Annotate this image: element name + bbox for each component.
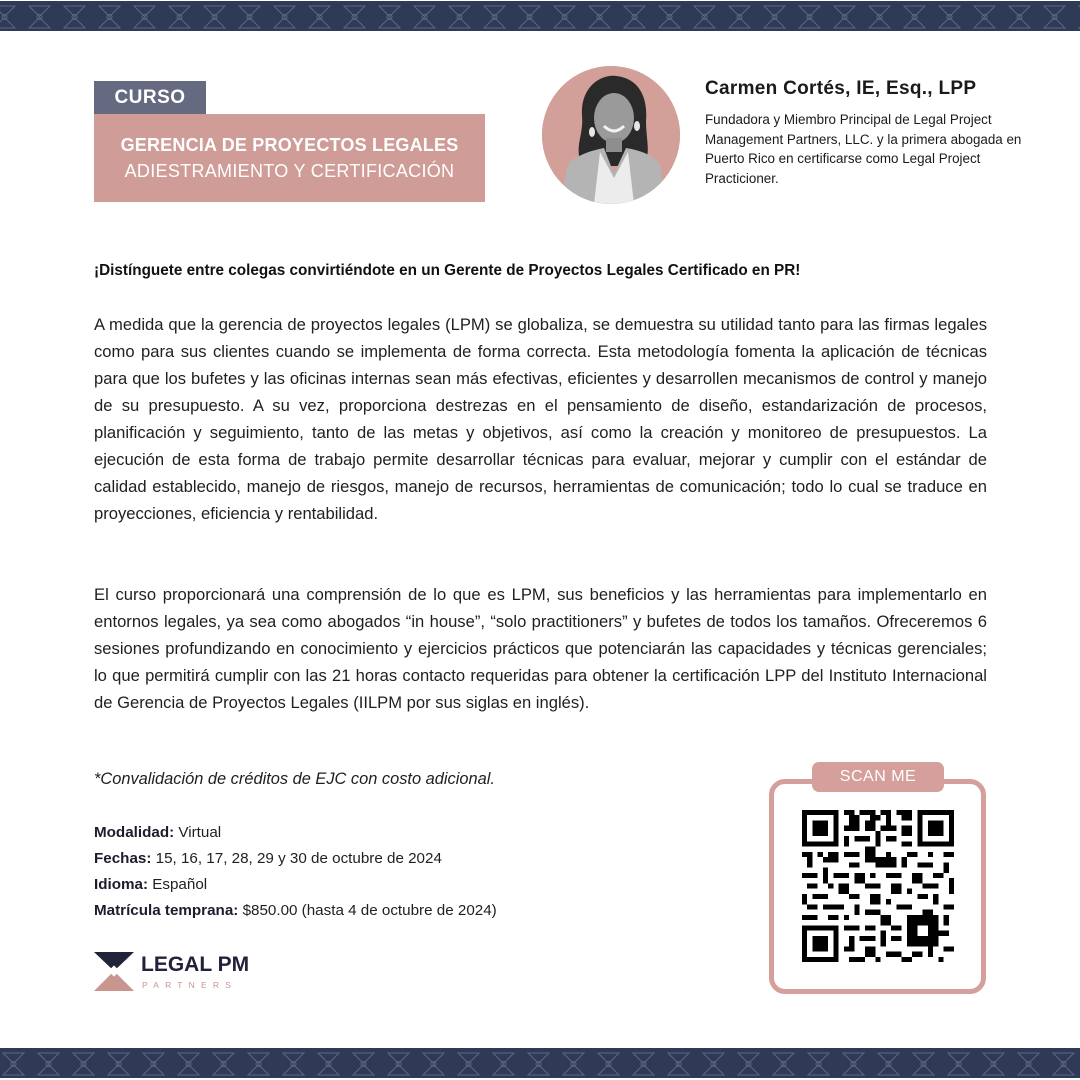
headline: ¡Distínguete entre colegas convirtiéndote en un Gerente de Proyectos Legales Certificado en PR! [94, 262, 801, 279]
course-title: GERENCIA DE PROYECTOS LEGALES [120, 135, 459, 155]
legal-pm-partners-logo [94, 951, 264, 993]
bottom-pattern-band [0, 1048, 1080, 1078]
detail-label: Fechas: [94, 850, 152, 867]
detail-row-idioma [94, 872, 497, 898]
hourglass-logo-icon [94, 951, 134, 991]
detail-label: Matrícula temprana: [94, 902, 239, 919]
instructor-bio: Fundadora y Miembro Principal de Legal Project Management Partners, LLC. y la primera abogada en Puerto Rico en certificarse como Legal Project Practicioner. [705, 112, 1022, 186]
hourglass-pattern-icon [0, 1048, 1080, 1078]
top-pattern-band [0, 1, 1080, 31]
body-paragraph-2: El curso proporcionará una comprensión de lo que es LPM, sus beneficios y las herramientas para implementarlo en entornos legales, ya sea como abogados “in house”, “solo practitioners” y bufetes de todos los tamaños. Ofreceremos 6 sesiones profundizando en conocimiento y ejercicios prácticos que potenciarán las capacidades y técnicas gerenciales; lo que permitirá cumplir con las 21 horas contacto requeridas para obtener la certificación LPP del Instituto Internacional de Gerencia de Proyectos Legales (IILPM por sus siglas en inglés). [94, 585, 987, 712]
course-subtitle: ADIESTRAMIENTO Y CERTIFICACIÓN [124, 161, 455, 181]
course-tag [94, 81, 206, 114]
credits-note: *Convalidación de créditos de EJC con costo adicional. [94, 770, 495, 788]
instructor-photo [542, 66, 680, 204]
course-details [94, 820, 497, 924]
detail-value: 15, 16, 17, 28, 29 y 30 de octubre de 2024 [155, 850, 442, 867]
course-tag-label: CURSO [114, 86, 186, 108]
detail-value: Español [152, 876, 208, 893]
instructor-name: Carmen Cortés, IE, Esq., LPP [705, 78, 977, 99]
logo-wordmark: LEGAL PM [141, 953, 250, 976]
detail-row-fechas [94, 846, 497, 872]
logo-subtitle: PARTNERS [142, 980, 238, 990]
detail-row-modalidad [94, 820, 497, 846]
body-paragraph-1: A medida que la gerencia de proyectos legales (LPM) se globaliza, se demuestra su utilidad tanto para las firmas legales como para sus clientes cuando se implementa de forma correcta. Esta metodología fomenta la aplicación de técnicas para que los bufetes y las oficinas internas sean más efectivas, eficientes y desarrollen mecanismos de control y manejo de su presupuesto. A su vez, proporciona destrezas en el pensamiento de diseño, estandarización de procesos, planificación y seguimiento, tanto de las metas y objetivos, así como la creación y monitoreo de presupuestos. La ejecución de esta forma de trabajo permite desarrollar técnicas para evaluar, mejorar y cumplir con el estándar de calidad establecido, manejo de riesgos, manejo de recursos, herramientas de comunicación; todo lo cual se traduce en proyecciones, eficiencia y rentabilidad. [94, 315, 987, 523]
hourglass-pattern-icon [0, 1, 1080, 31]
detail-label: Idioma: [94, 876, 149, 893]
course-title-box [94, 114, 485, 202]
detail-value: Virtual [178, 824, 222, 841]
qr-code-icon[interactable] [802, 810, 954, 962]
portrait-photo-icon [542, 66, 680, 204]
scan-me-label: SCAN ME [812, 762, 944, 792]
detail-row-matricula [94, 898, 497, 924]
detail-label: Modalidad: [94, 824, 175, 841]
detail-value: $850.00 (hasta 4 de octubre de 2024) [242, 902, 497, 919]
